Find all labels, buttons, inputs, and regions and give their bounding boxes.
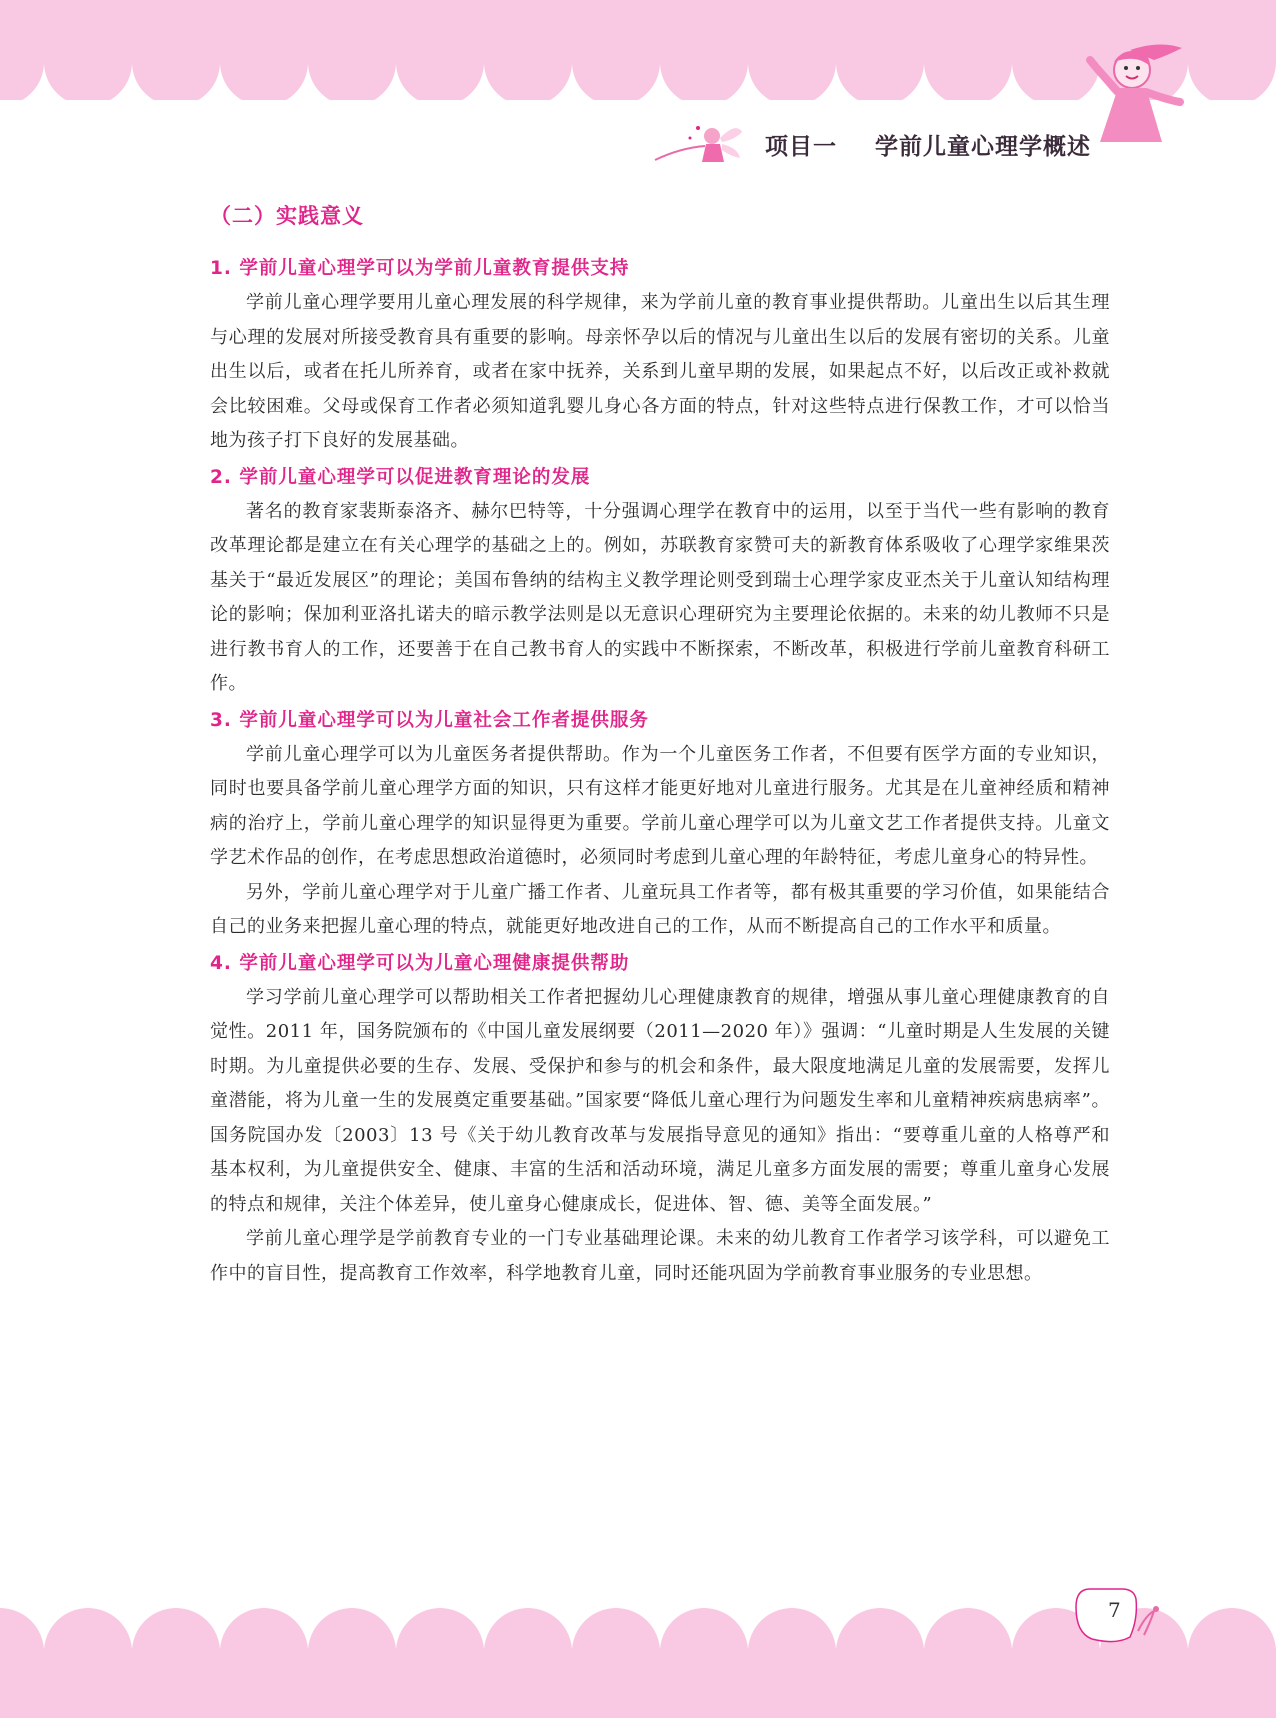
main-content: [210, 200, 1110, 1291]
paragraph: 著名的教育家裴斯泰洛齐、赫尔巴特等，十分强调心理学在教育中的运用，以至于当代一些有影响的教育改革理论都是建立在有关心理学的基础之上的。例如，苏联教育家赞可夫的新教育体系吸收了心理学家维果茨基关于“最近发展区”的理论；美国布鲁纳的结构主义教学理论则受到瑞士心理学家皮亚杰关于儿童认知结构理论的影响；保加利亚洛扎诺夫的暗示教学法则是以无意识心理研究为主要理论依据的。未来的幼儿教师不只是进行教书育人的工作，还要善于在自己教书育人的实践中不断探索，不断改革，积极进行学前儿童教育科研工作。: [210, 500, 1110, 694]
fairy-icon: [650, 108, 750, 168]
paragraph: 学前儿童心理学是学前教育专业的一门专业基础理论课。未来的幼儿教育工作者学习该学科，可以避免工作中的盲目性，提高教育工作效率，科学地教育儿童，同时还能巩固为学前教育事业服务的专业思想。: [210, 1228, 1110, 1284]
paragraph: 学前儿童心理学可以为儿童医务者提供帮助。作为一个儿童医务工作者，不但要有医学方面的专业知识，同时也要具备学前儿童心理学方面的知识，只有这样才能更好地对儿童进行服务。尤其是在儿童神经质和精神病的治疗上，学前儿童心理学的知识显得更为重要。学前儿童心理学可以为儿童文艺工作者提供支持。儿童文学艺术作品的创作，在考虑思想政治道德时，必须同时考虑到儿童心理的年龄特征，考虑儿童身心的特异性。: [210, 743, 1110, 868]
page-number: 7: [1108, 1598, 1121, 1622]
paragraph: 另外，学前儿童心理学对于儿童广播工作者、儿童玩具工作者等，都有极其重要的学习价值，如果能结合自己的业务来把握儿童心理的特点，就能更好地改进自己的工作，从而不断提高自己的工作水平和质量。: [210, 881, 1110, 937]
paragraph: 学前儿童心理学要用儿童心理发展的科学规律，来为学前儿童的教育事业提供帮助。儿童出生以后其生理与心理的发展对所接受教育具有重要的影响。母亲怀孕以后的情况与儿童出生以后的发展有密切的关系。儿童出生以后，或者在托儿所养育，或者在家中抚养，关系到儿童早期的发展，如果起点不好，以后改正或补救就会比较困难。父母或保育工作者必须知道乳婴儿身心各方面的特点，针对这些特点进行保教工作，才可以恰当地为孩子打下良好的发展基础。: [210, 292, 1110, 451]
project-label: 项目一: [765, 134, 837, 160]
subsection-title-3: 3. 学前儿童心理学可以为儿童社会工作者提供服务: [210, 709, 649, 731]
chapter-title: 学前儿童心理学概述: [875, 134, 1091, 160]
paragraph: 学习学前儿童心理学可以帮助相关工作者把握幼儿心理健康教育的规律，增强从事儿童心理健康教育的自觉性。2011 年，国务院颁布的《中国儿童发展纲要（2011—2020 年）》强调：“儿童时期是人生发展的关键时期。为儿童提供必要的生存、发展、受保护和参与的机会和条件，最大限度地满足儿童的发展需要，发挥儿童潜能，将为儿童一生的发展奠定重要基础。”国家要“降低儿童心理行为问题发生率和儿童精神疾病患病率”。国务院国办发〔2003〕13 号《关于幼儿教育改革与发展指导意见的通知》指出：“要尊重儿童的人格尊严和基本权利，为儿童提供安全、健康、丰富的生活和活动环境，满足儿童多方面发展的需要；尊重儿童身心发展的特点和规律，关注个体差异，使儿童身心健康成长，促进体、智、德、美等全面发展。”: [210, 986, 1110, 1215]
section-heading: （二）实践意义: [210, 204, 364, 228]
subsection-title-2: 2. 学前儿童心理学可以促进教育理论的发展: [210, 466, 591, 488]
cartoon-girl-icon: [1070, 40, 1190, 150]
subsection-title-4: 4. 学前儿童心理学可以为儿童心理健康提供帮助: [210, 952, 630, 974]
header-title: [765, 128, 1091, 161]
subsection-title-1: 1. 学前儿童心理学可以为学前儿童教育提供支持: [210, 258, 630, 279]
